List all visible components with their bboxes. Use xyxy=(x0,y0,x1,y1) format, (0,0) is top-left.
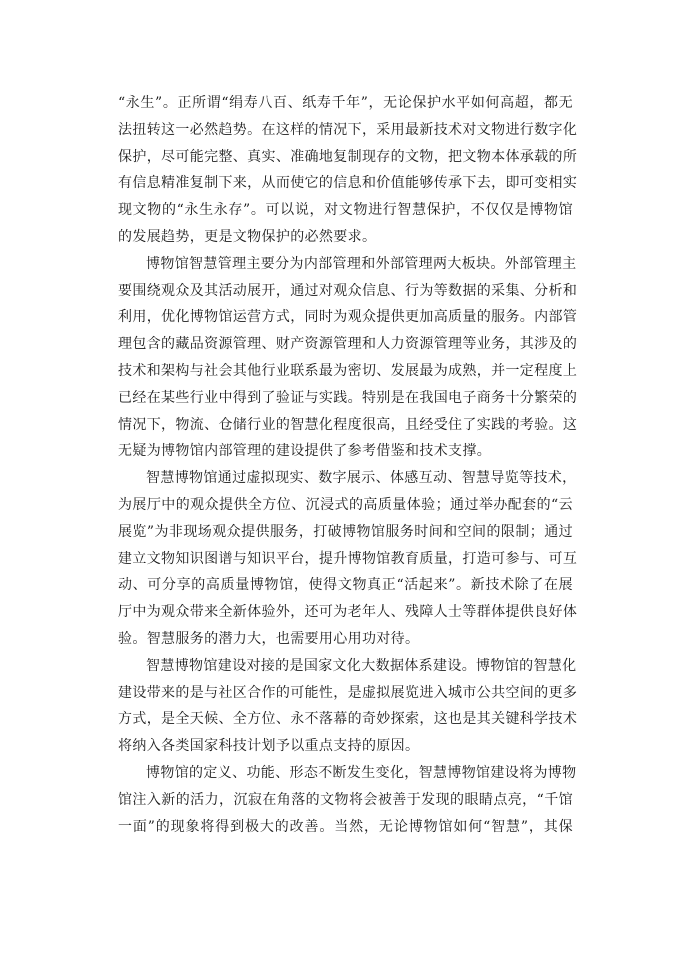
paragraph xyxy=(118,90,578,251)
text-line: 建立文物知识图谱与知识平台，提升博物馆教育质量，打造可参与、可互 xyxy=(118,550,578,567)
text-line: 博物馆智慧管理主要分为内部管理和外部管理两大板块。外部管理主 xyxy=(146,255,577,272)
text-line: 现文物的“永生永存”。可以说，对文物进行智慧保护，不仅仅是博物馆 xyxy=(118,202,573,219)
text-line: 将纳入各类国家科技计划予以重点支持的原因。 xyxy=(118,738,420,755)
text-line: 博物馆的定义、功能、形态不断发生变化，智慧博物馆建设将为博物 xyxy=(146,764,577,781)
text-line: 建设带来的是与社区合作的可能性，是虚拟展览进入城市公共空间的更多 xyxy=(118,684,578,701)
text-line: “永生”。正所谓“绢寿八百、纸寿千年”，无论保护水平如何高超，都无 xyxy=(118,95,573,111)
text-line: 的发展趋势，更是文物保护的必然要求。 xyxy=(118,228,377,245)
document-body xyxy=(118,90,578,840)
text-line: 展览”为非现场观众提供服务，打破博物馆服务时间和空间的限制；通过 xyxy=(118,523,573,540)
text-line: 保护，尽可能完整、真实、准确地复制现存的文物，把文物本体承载的所 xyxy=(118,148,578,165)
text-line: 动、可分享的高质量博物馆，使得文物真正“活起来”。新技术除了在展 xyxy=(118,577,573,594)
text-line: 方式，是全天候、全方位、永不落幕的奇妙探索，这也是其关键科学技术 xyxy=(118,711,578,728)
text-line: 一面”的现象将得到极大的改善。当然，无论博物馆如何“智慧”，其保 xyxy=(118,818,573,835)
paragraph xyxy=(118,251,578,465)
text-line: 无疑为博物馆内部管理的建设提供了参考借鉴和技术支撑。 xyxy=(118,443,492,460)
text-line: 情况下，物流、仓储行业的智慧化程度很高，且经受住了实践的考验。这 xyxy=(118,416,578,433)
paragraph xyxy=(118,465,578,653)
text-line: 要围绕观众及其活动展开，通过对观众信息、行为等数据的采集、分析和 xyxy=(118,282,578,299)
text-line: 智慧博物馆建设对接的是国家文化大数据体系建设。博物馆的智慧化 xyxy=(146,657,577,674)
paragraph xyxy=(118,760,577,840)
text-line: 智慧博物馆通过虚拟现实、数字展示、体感互动、智慧导览等技术， xyxy=(146,470,577,487)
text-line: 厅中为观众带来全新体验外，还可为老年人、残障人士等群体提供良好体 xyxy=(118,604,578,621)
text-line: 理包含的藏品资源管理、财产资源管理和人力资源管理等业务，其涉及的 xyxy=(118,336,578,353)
text-line: 馆注入新的活力，沉寂在角落的文物将会被善于发现的眼睛点亮，“千馆 xyxy=(118,791,573,808)
text-line: 验。智慧服务的潜力大，也需要用心用功对待。 xyxy=(118,630,420,647)
text-line: 技术和架构与社会其他行业联系最为密切、发展最为成熟，并一定程度上 xyxy=(118,362,578,379)
paragraph xyxy=(118,653,578,760)
text-line: 法扭转这一必然趋势。在这样的情况下，采用最新技术对文物进行数字化 xyxy=(118,121,578,138)
text-line: 已经在某些行业中得到了验证与实践。特别是在我国电子商务十分繁荣的 xyxy=(118,389,578,406)
text-line: 利用，优化博物馆运营方式，同时为观众提供更加高质量的服务。内部管 xyxy=(118,309,578,326)
text-line: 有信息精准复制下来，从而使它的信息和价值能够传承下去，即可变相实 xyxy=(118,175,578,192)
text-line: 为展厅中的观众提供全方位、沉浸式的高质量体验；通过举办配套的“云 xyxy=(118,496,573,513)
